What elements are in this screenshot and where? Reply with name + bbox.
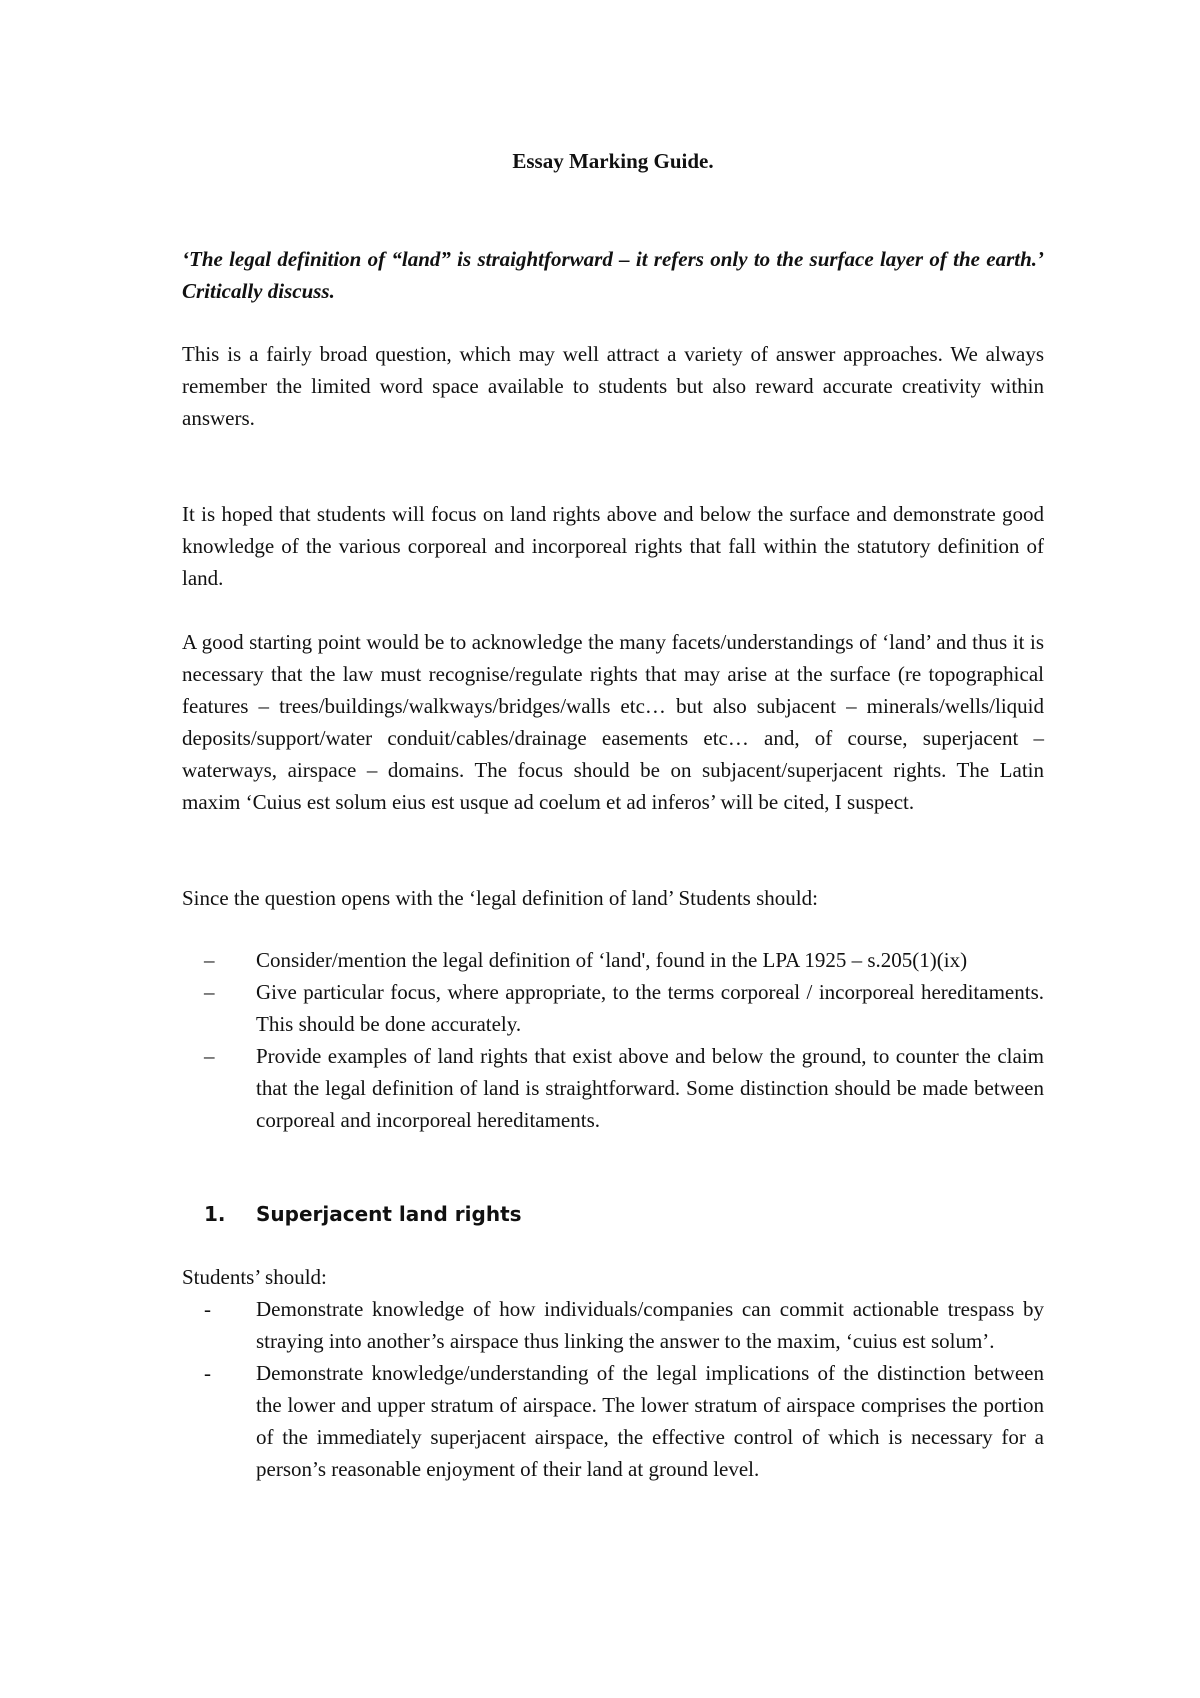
list-item-text: Demonstrate knowledge/understanding of the legal implications of the distinction between the lower and upper stratum of airspace. The lower stratum of airspace comprises the portion of the immediately superjacent airspace, the effective control of which is necessary for a person’s reasonable enjoyment of their land at ground level. — [256, 1361, 1044, 1481]
list-item — [182, 976, 1044, 1040]
legal-definition-list — [182, 944, 1044, 1136]
essay-question: ‘The legal definition of “land” is straightforward – it refers only to the surface layer of the earth.’ Critically discuss. — [182, 247, 1044, 303]
list-item-text: Demonstrate knowledge of how individuals/companies can commit actionable trespass by straying into another’s airspace thus linking the answer to the maxim, ‘cuius est solum’. — [256, 1297, 1044, 1353]
list-item-text: Provide examples of land rights that exist above and below the ground, to counter the claim that the legal definition of land is straightforward. Some distinction should be made between corporeal and incorporeal hereditaments. — [256, 1044, 1044, 1132]
focus-paragraph: It is hoped that students will focus on land rights above and below the surface and demonstrate good knowledge of the various corporeal and incorporeal rights that fall within the statutory definition of land. — [182, 502, 1044, 590]
section-lead: Students’ should: — [182, 1265, 327, 1289]
list-item — [182, 1357, 1044, 1485]
document-title: Essay Marking Guide. — [512, 149, 714, 173]
list-item-text: Consider/mention the legal definition of ‘land', found in the LPA 1925 – s.205(1)(ix) — [256, 948, 968, 972]
intro-paragraph: This is a fairly broad question, which may well attract a variety of answer approaches. We always remember the limited word space available to students but also reward accurate creativity within answers. — [182, 342, 1044, 430]
dash-marker: – — [204, 1044, 215, 1068]
dash-marker: – — [204, 980, 215, 1004]
superjacent-points-list — [182, 1293, 1044, 1485]
list-item-text: Give particular focus, where appropriate, to the terms corporeal / incorporeal hereditaments. This should be done accurately. — [256, 980, 1044, 1036]
section-number: 1. — [204, 1202, 226, 1226]
list-item — [182, 1040, 1044, 1136]
list-item — [182, 944, 1044, 976]
section-title: Superjacent land rights — [256, 1202, 522, 1226]
hyphen-marker: - — [204, 1297, 211, 1321]
starting-point-paragraph: A good starting point would be to acknowledge the many facets/understandings of ‘land’ and thus it is necessary that the law must recognise/regulate rights that may arise at the surface (re topographical features – trees/buildings/walkways/bridges/walls etc… but also subjacent – minerals/wells/liquid deposits/support/water conduit/cables/drainage easements etc… and, of course, superjacent – waterways, airspace – domains. The focus should be on subjacent/superjacent rights. The Latin maxim ‘Cuius est solum eius est usque ad coelum et ad inferos’ will be cited, I suspect. — [182, 630, 1044, 814]
since-paragraph: Since the question opens with the ‘legal definition of land’ Students should: — [182, 886, 818, 910]
section-heading — [204, 1199, 522, 1229]
list-item — [182, 1293, 1044, 1357]
dash-marker: – — [204, 948, 215, 972]
hyphen-marker: - — [204, 1361, 211, 1385]
